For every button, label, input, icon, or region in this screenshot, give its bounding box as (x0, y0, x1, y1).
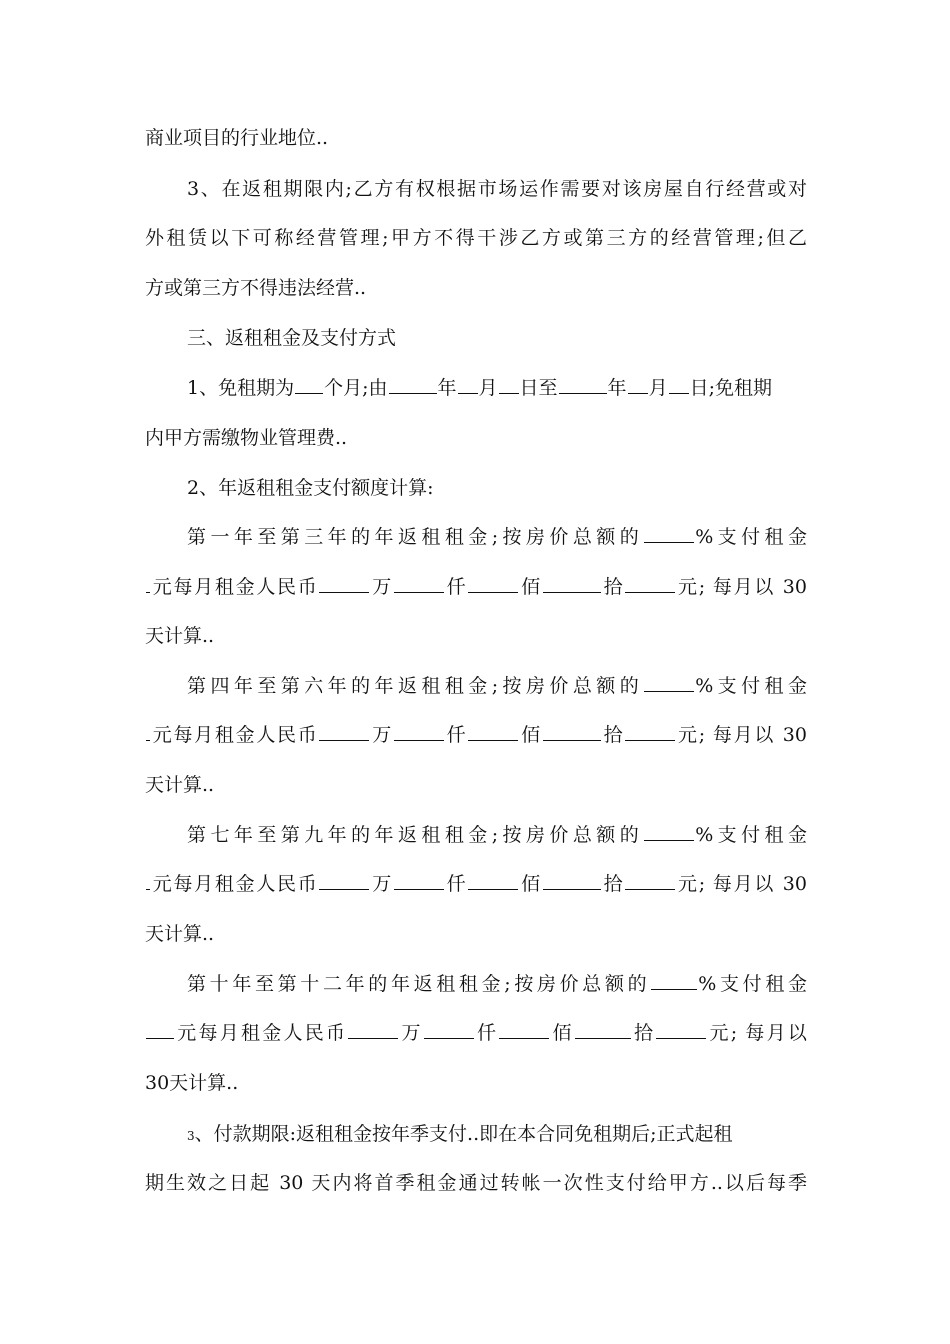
blank-field (394, 871, 444, 890)
period-line: 第四年至第六年的年返租租金;按房价总额的 %支付租金 (187, 675, 807, 697)
blank-field (319, 574, 369, 593)
paragraph-line: 方或第三方不得违法经营.. (145, 277, 367, 299)
blank-field (424, 1020, 474, 1039)
blank-field (458, 375, 478, 394)
blank-field (295, 375, 323, 394)
blank-field (575, 1020, 631, 1039)
blank-field (499, 375, 519, 394)
blank-field (644, 524, 694, 543)
blank-field (628, 375, 648, 394)
blank-field (543, 574, 601, 593)
paragraph-line: 内甲方需缴物业管理费.. (145, 427, 348, 449)
free-rent-line: 1、免租期为 个月;由 年 月 日至 年 月 日;免租期 (187, 377, 772, 399)
blank-field (389, 375, 437, 394)
blank-field (644, 822, 694, 841)
paragraph-line: 外租赁以下可称经营管理;甲方不得干涉乙方或第三方的经营管理;但乙 (145, 227, 807, 249)
amount-line: 元每月租金人民币 万 仟 佰 拾 元; 每月以 30 (145, 871, 807, 897)
blank-field (146, 1020, 174, 1039)
blank-field (319, 871, 369, 890)
paragraph-line: 30天计算.. (145, 1072, 239, 1094)
paragraph-line: 天计算.. (145, 923, 215, 945)
payment-line: 3、付款期限:返租租金按年季支付..即在本合同免租期后;正式起租 (187, 1123, 733, 1145)
paragraph-line: 天计算.. (145, 625, 215, 647)
blank-field (319, 722, 369, 741)
blank-field (644, 673, 694, 692)
blank-field (146, 574, 150, 593)
paragraph-line: 2、年返租租金支付额度计算: (187, 477, 434, 499)
paragraph-line: 3、在返租期限内;乙方有权根据市场运作需要对该房屋自行经营或对 (187, 178, 807, 200)
blank-field (468, 574, 518, 593)
period-line: 第一年至第三年的年返租租金;按房价总额的 %支付租金 (187, 526, 807, 548)
blank-field (468, 722, 518, 741)
blank-field (468, 871, 518, 890)
blank-field (348, 1020, 398, 1039)
amount-line: 元每月租金人民币 万 仟 佰 拾 元; 每月以 (145, 1020, 807, 1046)
blank-field (146, 871, 150, 890)
blank-field (656, 1020, 706, 1039)
period-line: 第十年至第十二年的年返租租金;按房价总额的 %支付租金 (187, 973, 807, 995)
period-line: 第七年至第九年的年返租租金;按房价总额的 %支付租金 (187, 824, 807, 846)
blank-field (651, 971, 697, 990)
blank-field (559, 375, 607, 394)
paragraph-line: 天计算.. (145, 774, 215, 796)
blank-field (146, 722, 150, 741)
blank-field (499, 1020, 549, 1039)
blank-field (394, 574, 444, 593)
section-heading: 三、返租租金及支付方式 (187, 327, 397, 349)
paragraph-line: 期生效之日起 30 天内将首季租金通过转帐一次性支付给甲方..以后每季 (145, 1172, 807, 1194)
blank-field (625, 871, 675, 890)
blank-field (669, 375, 689, 394)
blank-field (394, 722, 444, 741)
blank-field (543, 871, 601, 890)
blank-field (625, 722, 675, 741)
blank-field (543, 722, 601, 741)
amount-line: 元每月租金人民币 万 仟 佰 拾 元; 每月以 30 (145, 722, 807, 748)
amount-line: 元每月租金人民币 万 仟 佰 拾 元; 每月以 30 (145, 574, 807, 600)
paragraph-line: 商业项目的行业地位.. (145, 127, 329, 149)
blank-field (625, 574, 675, 593)
